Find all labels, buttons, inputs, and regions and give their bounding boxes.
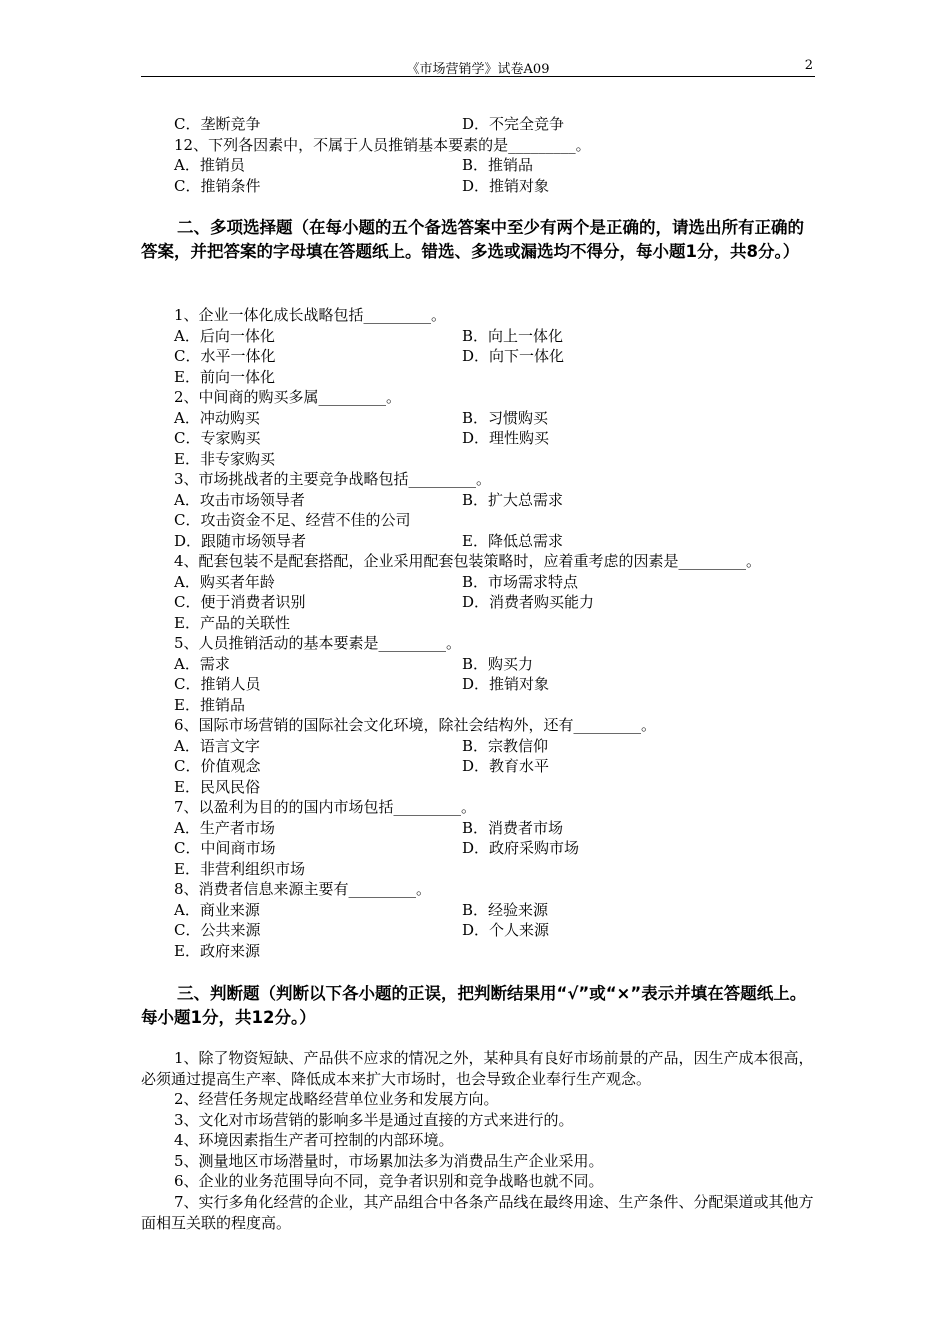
mc-question-2: 2、中间商的购买多属_________。: [174, 388, 402, 406]
mc-question-5: 5、人员推销活动的基本要素是_________。: [174, 634, 462, 652]
mc5-option-c: C．推销人员: [174, 675, 261, 693]
mc-question-7: 7、以盈利为目的的国内市场包括_________。: [174, 798, 477, 816]
mc-question-6: 6、国际市场营销的国际社会文化环境，除社会结构外，还有_________。: [174, 716, 657, 734]
q12-option-d: D．推销对象: [462, 177, 550, 195]
exam-title: 《市场营销学》试卷A09: [406, 62, 550, 77]
tf-item-7: 7、实行多角化经营的企业，其产品组合中各条产品线在最终用途、生产条件、分配渠道或其他方面相互关联的程度高。: [141, 1193, 814, 1232]
mc8-option-a: A．商业来源: [174, 901, 260, 919]
mc-question-8: 8、消费者信息来源主要有_________。: [174, 880, 432, 898]
mc6-option-e: E．民风民俗: [174, 778, 260, 796]
mc4-option-b: B．市场需求特点: [462, 573, 579, 591]
mc1-option-d: D．向下一体化: [462, 347, 565, 365]
mc5-option-e: E．推销品: [174, 696, 245, 714]
tf-item-2: 2、经营任务规定战略经营单位业务和发展方向。: [174, 1090, 499, 1108]
mc3-option-b: B．扩大总需求: [462, 491, 564, 509]
mc7-option-d: D．政府采购市场: [462, 839, 580, 857]
tf-item-4: 4、环境因素指生产者可控制的内部环境。: [174, 1131, 454, 1149]
mc4-option-e: E．产品的关联性: [174, 614, 290, 632]
mc5-option-a: A．需求: [174, 655, 230, 673]
mc3-option-a: A．攻击市场领导者: [174, 491, 305, 509]
tf-item-6: 6、企业的业务范围导向不同，竞争者识别和竞争战略也就不同。: [174, 1172, 604, 1190]
mc1-option-a: A．后向一体化: [174, 327, 275, 345]
mc8-option-e: E．政府来源: [174, 942, 260, 960]
mc5-option-b: B．购买力: [462, 655, 534, 673]
mc7-option-a: A．生产者市场: [174, 819, 275, 837]
mc3-option-d: D．跟随市场领导者: [174, 532, 307, 550]
mc4-option-a: A．购买者年龄: [174, 573, 275, 591]
mc-question-4: 4、配套包装不是配套搭配，企业采用配套包装策略时，应着重考虑的因素是_________。: [174, 552, 762, 570]
mc6-option-b: B．宗教信仰: [462, 737, 549, 755]
mc8-option-b: B．经验来源: [462, 901, 549, 919]
q12-option-a: A．推销员: [174, 156, 245, 174]
mc6-option-d: D．教育水平: [462, 757, 550, 775]
q12-option-c: C．推销条件: [174, 177, 261, 195]
mc3-option-e: E．降低总需求: [462, 532, 563, 550]
mc7-option-e: E．非营利组织市场: [174, 860, 305, 878]
mc1-option-b: B．向上一体化: [462, 327, 564, 345]
tf-item-5: 5、测量地区市场潜量时，市场累加法多为消费品生产企业采用。: [174, 1152, 604, 1170]
mc6-option-c: C．价值观念: [174, 757, 261, 775]
mc-question-3: 3、市场挑战者的主要竞争战略包括_________。: [174, 470, 492, 488]
mc2-option-a: A．冲动购买: [174, 409, 260, 427]
mc3-option-c: C．攻击资金不足、经营不佳的公司: [174, 511, 411, 529]
mc6-option-a: A．语言文字: [174, 737, 260, 755]
mc4-option-d: D．消费者购买能力: [462, 593, 595, 611]
mc8-option-d: D．个人来源: [462, 921, 550, 939]
mc7-option-c: C．中间商市场: [174, 839, 276, 857]
page-number: 2: [804, 58, 813, 73]
mc2-option-b: B．习惯购买: [462, 409, 549, 427]
page-header: [141, 58, 815, 77]
mc1-option-c: C．水平一体化: [174, 347, 276, 365]
tf-item-3: 3、文化对市场营销的影响多半是通过直接的方式来进行的。: [174, 1111, 574, 1129]
option-c: C．垄断竞争: [174, 115, 261, 133]
question-12: 12、下列各因素中，不属于人员推销基本要素的是_________。: [174, 136, 591, 154]
tf-item-1: 1、除了物资短缺、产品供不应求的情况之外，某种具有良好市场前景的产品，因生产成本很高，必须通过提高生产率、降低成本来扩大市场时，也会导致企业奉行生产观念。: [141, 1049, 814, 1088]
section-2-heading: 二、多项选择题（在每小题的五个备选答案中至少有两个是正确的，请选出所有正确的答案，并把答案的字母填在答题纸上。错选、多选或漏选均不得分，每小题1分，共8分。）: [141, 218, 804, 261]
mc2-option-e: E．非专家购买: [174, 450, 275, 468]
mc-question-1: 1、企业一体化成长战略包括_________。: [174, 306, 447, 324]
mc1-option-e: E．前向一体化: [174, 368, 275, 386]
mc4-option-c: C．便于消费者识别: [174, 593, 306, 611]
mc7-option-b: B．消费者市场: [462, 819, 564, 837]
section-3-heading: 三、判断题（判断以下各小题的正误，把判断结果用“√”或“×”表示并填在答题纸上。每小题1分，共12分。）: [141, 984, 807, 1027]
mc5-option-d: D．推销对象: [462, 675, 550, 693]
option-d: D．不完全竞争: [462, 115, 565, 133]
mc2-option-d: D．理性购买: [462, 429, 550, 447]
mc8-option-c: C．公共来源: [174, 921, 261, 939]
mc2-option-c: C．专家购买: [174, 429, 261, 447]
q12-option-b: B．推销品: [462, 156, 534, 174]
